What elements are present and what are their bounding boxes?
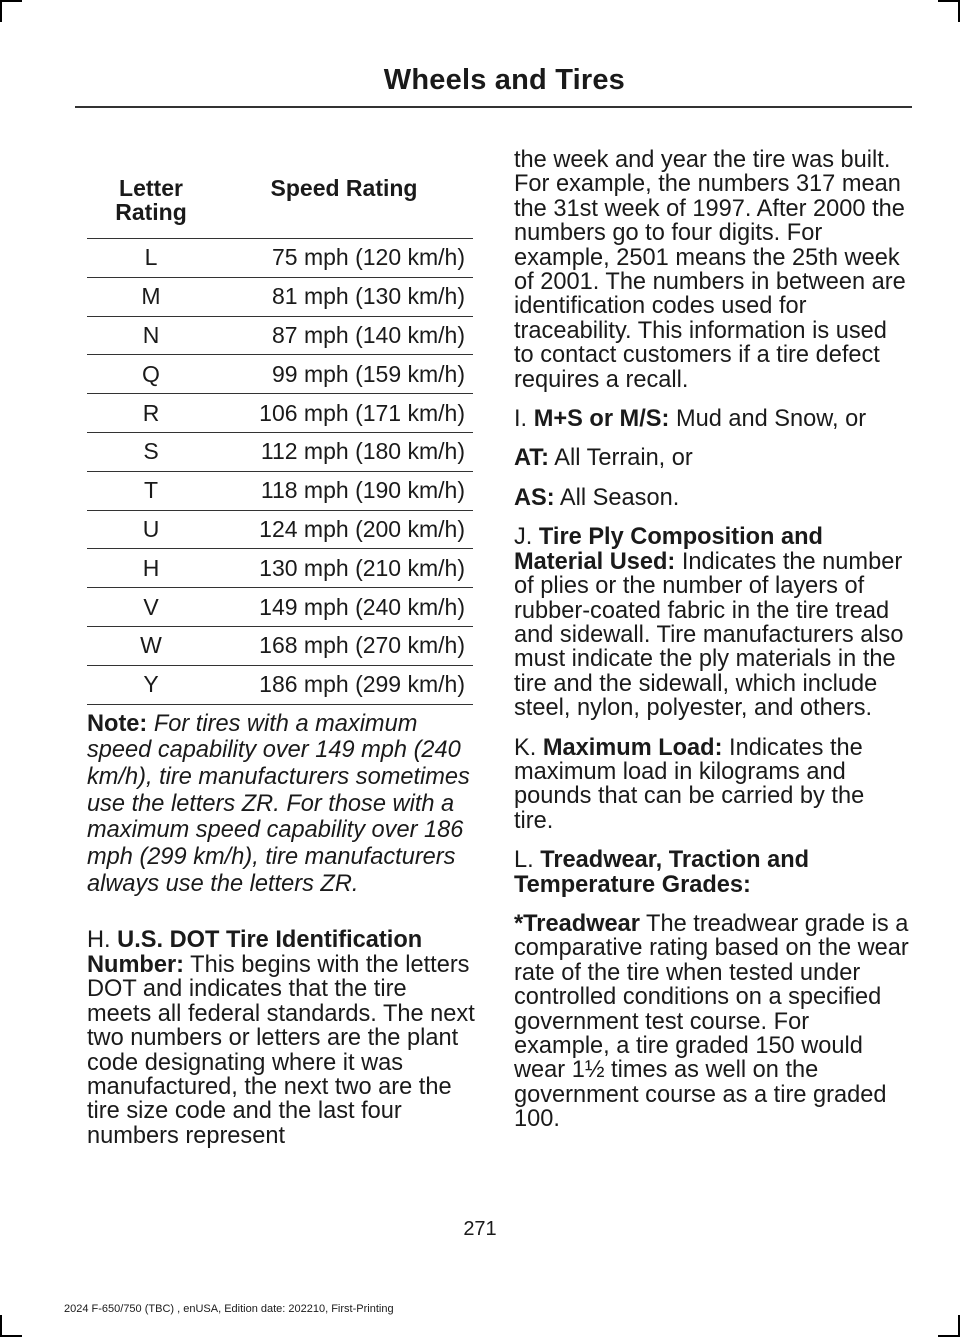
speed-rating-table bbox=[87, 170, 473, 705]
left-column bbox=[87, 170, 475, 1148]
table-row bbox=[87, 588, 473, 627]
section-l bbox=[514, 848, 909, 897]
right-column bbox=[514, 148, 909, 1147]
treadwear-heading: *Treadwear bbox=[514, 910, 640, 937]
table-row bbox=[87, 355, 473, 394]
note bbox=[87, 711, 475, 898]
letter-rating-cell: R bbox=[142, 399, 160, 426]
page-number: 271 bbox=[463, 1218, 497, 1240]
section-h bbox=[87, 928, 475, 1148]
section-at-heading: AT: bbox=[514, 445, 549, 472]
note-text: For tires with a maximum speed capability over 149 mph (240 km/h), tire manufacturers sometimes use the letters ZR. For those with a maximum speed capability over 186 mph (299 km/h), tire manufacturers always use the letters ZR. bbox=[87, 710, 470, 897]
speed-rating-header: Speed Rating bbox=[270, 175, 418, 201]
speed-rating-cell: 87 mph (140 km/h) bbox=[271, 321, 465, 348]
section-i-prefix: I. bbox=[514, 406, 528, 433]
table-row bbox=[87, 510, 473, 549]
section-k-heading: Maximum Load: bbox=[542, 734, 723, 761]
section-l-heading: Treadwear, Traction and Temperature Grades: bbox=[514, 847, 810, 898]
crop-mark bbox=[0, 1315, 2, 1337]
note-label: Note: bbox=[87, 710, 148, 737]
table-row bbox=[87, 626, 473, 665]
section-as-text: All Season. bbox=[559, 484, 680, 511]
letter-rating-cell: S bbox=[143, 438, 159, 465]
section-as-heading: AS: bbox=[514, 484, 555, 511]
letter-rating-cell: M bbox=[141, 283, 161, 310]
letter-rating-cell: W bbox=[140, 632, 162, 659]
speed-rating-cell: 112 mph (180 km/h) bbox=[260, 438, 465, 465]
letter-rating-cell: U bbox=[142, 515, 160, 542]
section-j-prefix: J. bbox=[514, 524, 533, 551]
table-row bbox=[87, 665, 473, 704]
treadwear-text: The treadwear grade is a comparative rating based on the wear rate of the tire when tested under controlled conditions on a specified government test course. For example, a tire graded 150 would wear 1½ times as well on the government course as a tire graded 100. bbox=[514, 910, 909, 1133]
section-l-prefix: L. bbox=[514, 847, 534, 874]
speed-rating-cell: 168 mph (270 km/h) bbox=[259, 632, 465, 659]
table-header-row bbox=[87, 170, 473, 239]
section-as bbox=[514, 486, 909, 510]
speed-rating-cell: 75 mph (120 km/h) bbox=[271, 244, 465, 271]
section-i bbox=[514, 407, 909, 431]
letter-rating-cell: L bbox=[144, 244, 158, 271]
speed-rating-cell: 106 mph (171 km/h) bbox=[259, 399, 465, 426]
speed-table-body bbox=[87, 239, 473, 705]
letter-rating-cell: Y bbox=[143, 671, 159, 698]
letter-rating-cell: Q bbox=[142, 360, 160, 387]
crop-mark bbox=[938, 0, 960, 2]
section-k-text: Indicates the maximum load in kilograms and pounds that can be carried by the tire. bbox=[514, 734, 865, 834]
section-i-heading: M+S or M/S: bbox=[533, 406, 670, 433]
section-k-prefix: K. bbox=[514, 734, 537, 761]
section-j-text: Indicates the number of plies or the number of layers of rubber-coated fabric in the tire tread and sidewall. Tire manufacturers also must indicate the ply materials in the tire and the sidewall, which include steel, nylon, polyester, and others. bbox=[514, 548, 904, 722]
table-row bbox=[87, 471, 473, 510]
section-j bbox=[514, 525, 909, 720]
crop-mark bbox=[0, 0, 22, 2]
letter-rating-cell: N bbox=[142, 321, 160, 348]
section-j-heading: Tire Ply Composition and Material Used: bbox=[514, 524, 823, 575]
letter-rating-cell: H bbox=[142, 554, 160, 581]
page-title: Wheels and Tires bbox=[383, 64, 625, 96]
section-at-text: All Terrain, or bbox=[554, 445, 693, 472]
letter-rating-header: Letter Rating bbox=[115, 175, 187, 225]
speed-rating-cell: 130 mph (210 km/h) bbox=[259, 554, 465, 581]
crop-mark bbox=[0, 0, 2, 22]
section-h-heading: U.S. DOT Tire Identification Number: bbox=[87, 927, 423, 978]
table-row bbox=[87, 316, 473, 355]
table-row bbox=[87, 277, 473, 316]
table-row bbox=[87, 394, 473, 433]
section-k bbox=[514, 736, 909, 834]
speed-rating-cell: 186 mph (299 km/h) bbox=[259, 671, 465, 698]
footer-text: 2024 F-650/750 (TBC) , enUSA, Edition date: 202210, First-Printing bbox=[64, 1303, 394, 1315]
table-row bbox=[87, 432, 473, 471]
section-i-text: Mud and Snow, or bbox=[675, 406, 867, 433]
speed-rating-cell: 118 mph (190 km/h) bbox=[260, 477, 465, 504]
table-row bbox=[87, 549, 473, 588]
section-treadwear bbox=[514, 912, 909, 1132]
speed-rating-cell: 81 mph (130 km/h) bbox=[271, 283, 465, 310]
table-row bbox=[87, 239, 473, 278]
letter-rating-cell: V bbox=[143, 593, 159, 620]
header-divider bbox=[75, 106, 912, 108]
dot-continuation: the week and year the tire was built. For example, the numbers 317 mean the 31st week of 1997. After 2000 the numbers go to four digits. For example, 2501 means the 25th week of 2001. The numbers in between are identification codes used for traceability. This information is used to contact customers if a tire defect requires a recall. bbox=[514, 147, 906, 393]
speed-rating-cell: 99 mph (159 km/h) bbox=[271, 360, 465, 387]
speed-rating-cell: 149 mph (240 km/h) bbox=[259, 593, 465, 620]
section-at bbox=[514, 446, 909, 470]
letter-rating-cell: T bbox=[143, 477, 159, 504]
speed-rating-cell: 124 mph (200 km/h) bbox=[259, 515, 465, 542]
section-h-prefix: H. bbox=[87, 927, 111, 954]
section-h-text: This begins with the letters DOT and indicates that the tire meets all federal standards. The next two numbers or letters are the plant code designating where it was manufactured, the next two are the tire size code and the last four numbers represent bbox=[87, 951, 475, 1149]
